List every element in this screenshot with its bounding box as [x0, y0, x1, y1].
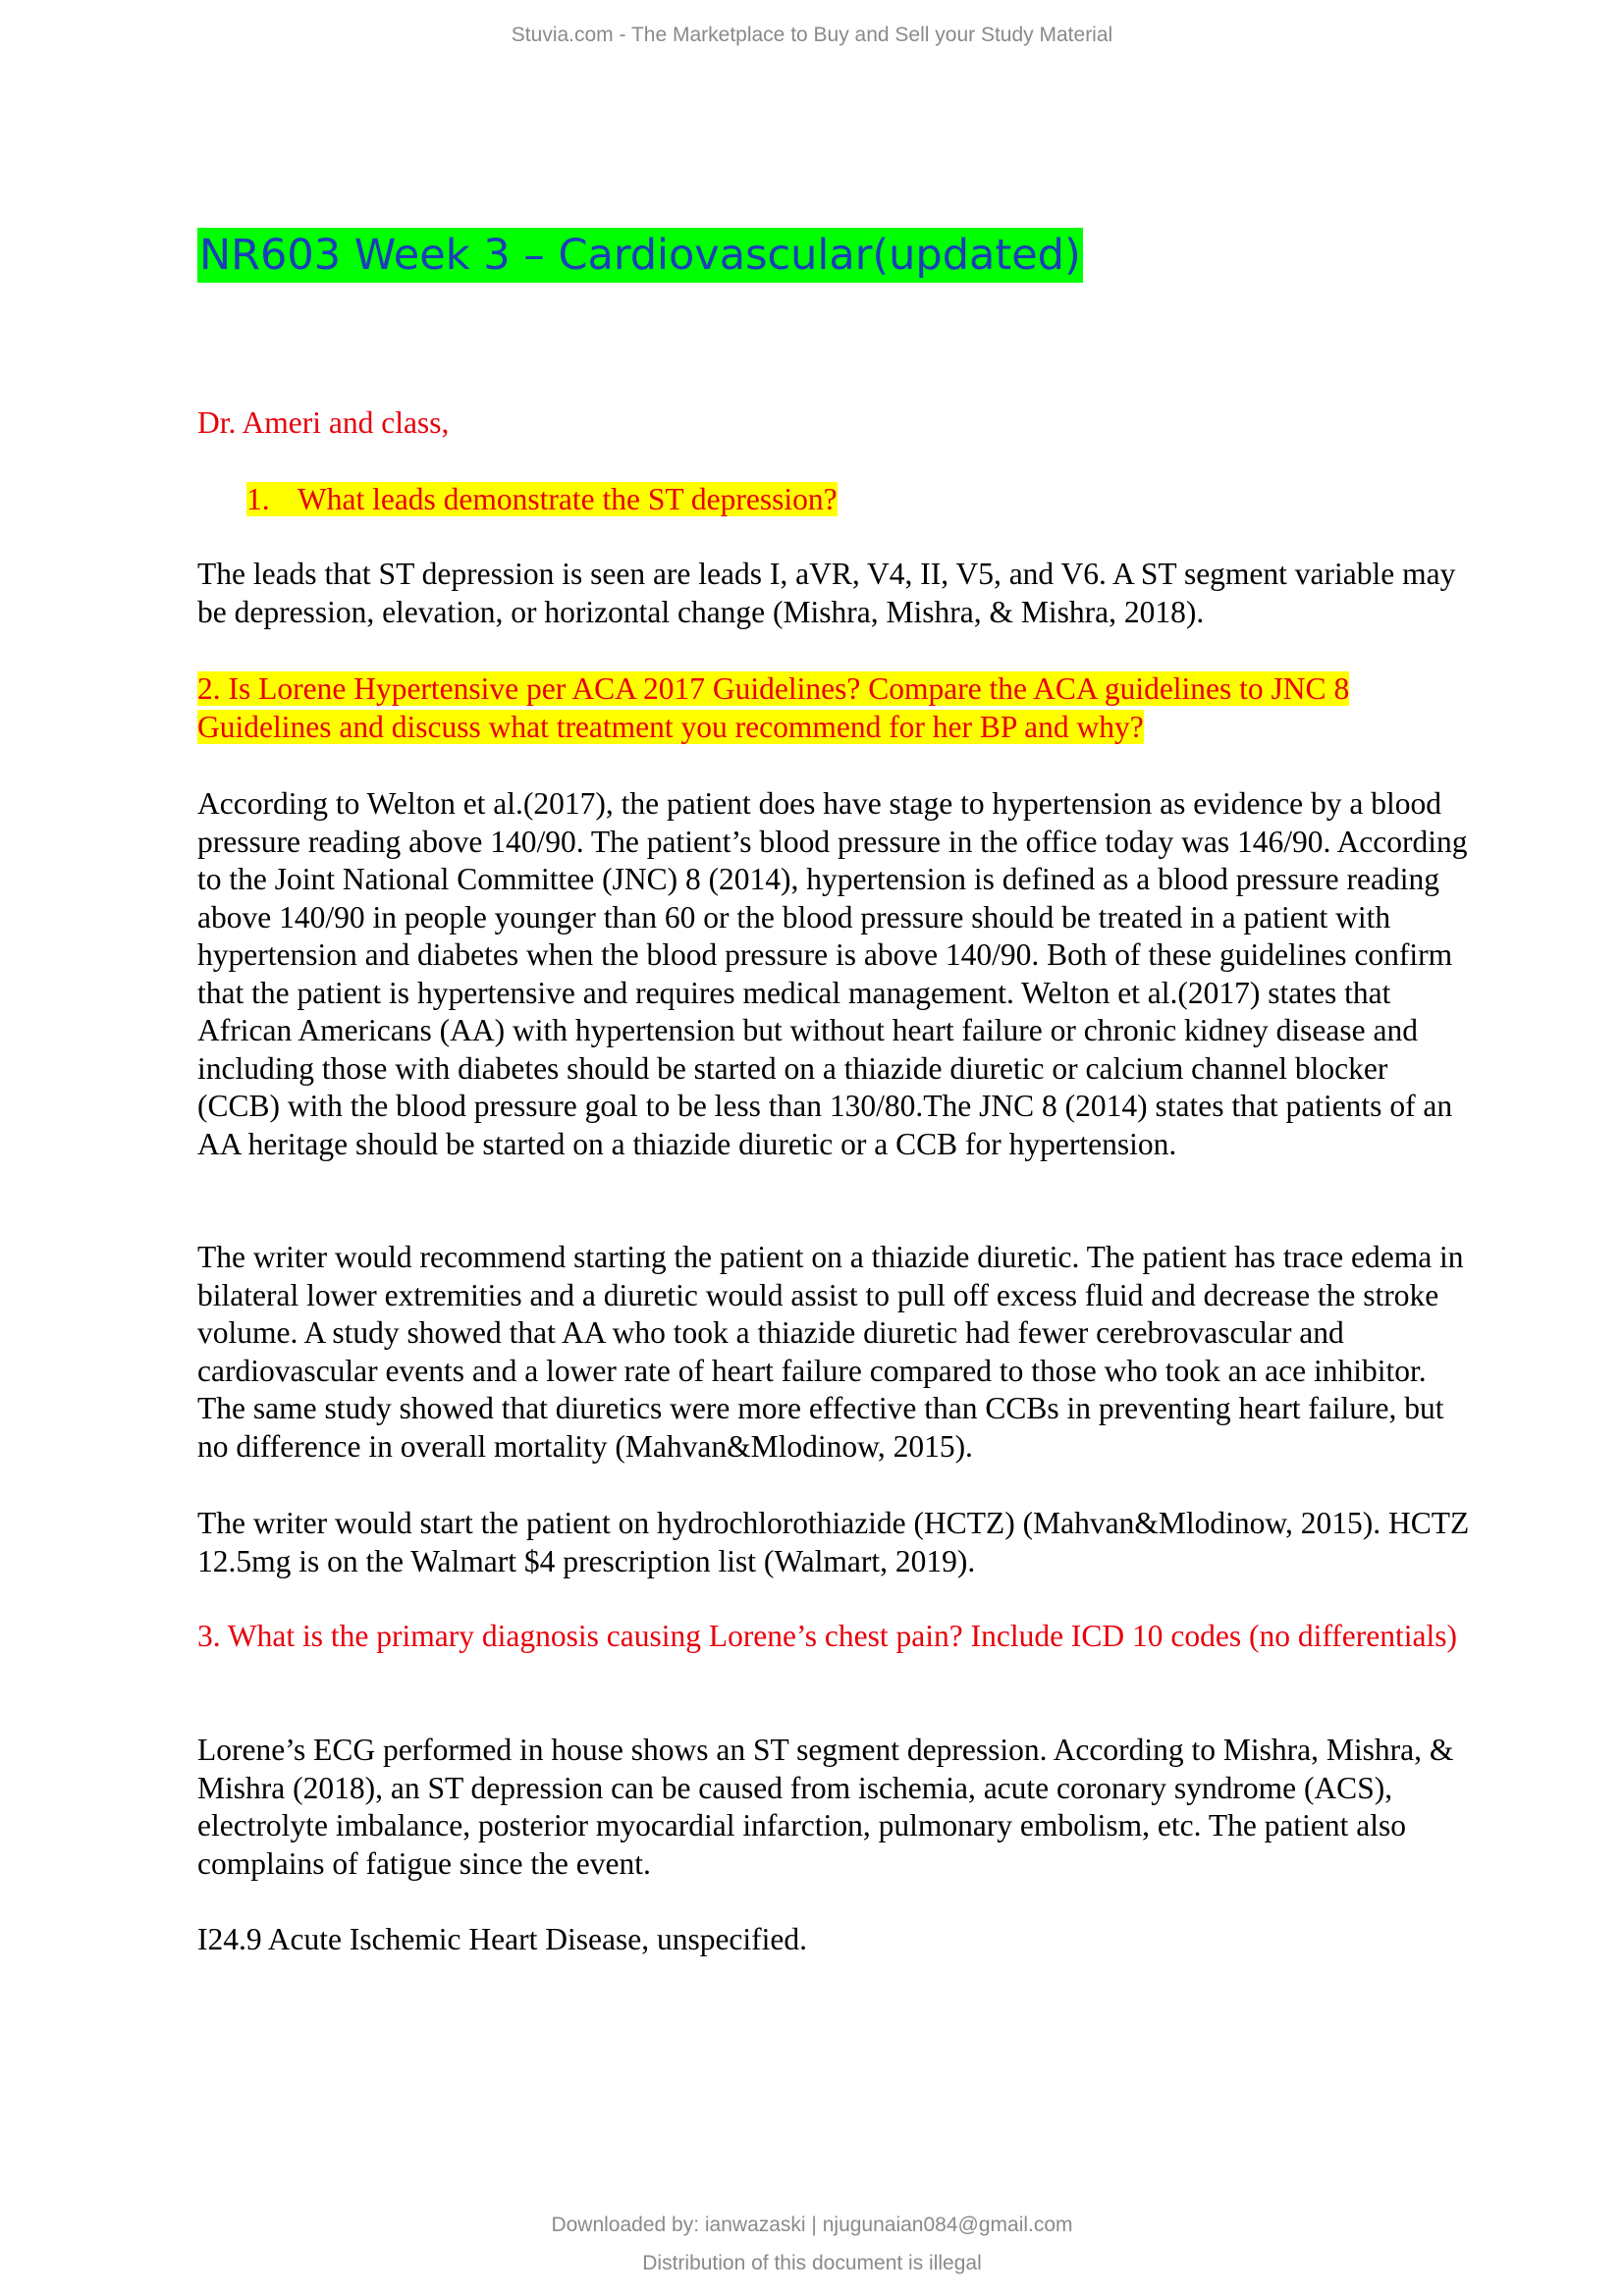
watermark-header: Stuvia.com - The Marketplace to Buy and Sell your Study Material	[511, 24, 1113, 46]
answer-3-paragraph-2: I24.9 Acute Ischemic Heart Disease, unspecified.	[197, 1922, 808, 1956]
question-1	[246, 481, 1523, 519]
answer-2-paragraph-2: The writer would recommend starting the patient on a thiazide diuretic. The patient has trace edema in bilateral lower extremities and a diuretic would assist to pull off excess fluid and decrease the stroke volume. A study showed that AA who took a thiazide diuretic had fewer cerebrovascular and cardiovascular events and a lower rate of heart failure compared to those who took an ace inhibitor. The same study showed that diuretics were more effective than CCBs in preventing heart failure, but no difference in overall mortality (Mahvan&Mlodinow, 2015).	[197, 1240, 1464, 1464]
answer-3-paragraph-1: Lorene’s ECG performed in house shows an ST segment depression. According to Mishra, Mishra, & Mishra (2018), an ST depression can be caused from ischemia, acute coronary syndrome (ACS), electrolyte imbalance, posterior myocardial infarction, pulmonary embolism, etc. The patient also complains of fatigue since the event.	[197, 1733, 1454, 1881]
question-3: 3. What is the primary diagnosis causing Lorene’s chest pain? Include ICD 10 codes (no differentials)	[197, 1619, 1457, 1653]
answer-2-paragraph-3: The writer would start the patient on hydrochlorothiazide (HCTZ) (Mahvan&Mlodinow, 2015). HCTZ 12.5mg is on the Walmart $4 prescription list (Walmart, 2019).	[197, 1506, 1470, 1578]
question-1-text: What leads demonstrate the ST depression?	[298, 482, 838, 516]
question-2-line-2: Guidelines and discuss what treatment you recommend for her BP and why?	[197, 709, 1144, 744]
question-2-line-1: 2. Is Lorene Hypertensive per ACA 2017 Guidelines? Compare the ACA guidelines to JNC 8	[197, 671, 1350, 706]
download-info: Downloaded by: ianwazaski | njugunaian084@gmail.com	[551, 2214, 1073, 2236]
question-1-number: 1.	[246, 482, 270, 516]
question-2	[197, 670, 1474, 746]
document-title: NR603 Week 3 – Cardiovascular(updated)	[197, 228, 1083, 283]
answer-2-paragraph-1: According to Welton et al.(2017), the patient does have stage to hypertension as evidence by a blood pressure reading above 140/90. The patient’s blood pressure in the office today was 146/90. According to the Joint National Committee (JNC) 8 (2014), hypertension is defined as a blood pressure reading above 140/90 in people younger than 60 or the blood pressure should be treated in a patient with hypertension and diabetes when the blood pressure is above 140/90. Both of these guidelines confirm that the patient is hypertensive and requires medical management. Welton et al.(2017) states that African Americans (AA) with hypertension but without heart failure or chronic kidney disease and including those with diabetes should be started on a thiazide diuretic or calcium channel blocker (CCB) with the blood pressure goal to be less than 130/80.The JNC 8 (2014) states that patients of an AA heritage should be started on a thiazide diuretic or a CCB for hypertension.	[197, 786, 1468, 1161]
distribution-notice: Distribution of this document is illegal	[642, 2252, 982, 2274]
greeting: Dr. Ameri and class,	[197, 405, 450, 440]
answer-1: The leads that ST depression is seen are leads I, aVR, V4, II, V5, and V6. A ST segment variable may be depression, elevation, or horizontal change (Mishra, Mishra, & Mishra, 2018).	[197, 557, 1456, 629]
